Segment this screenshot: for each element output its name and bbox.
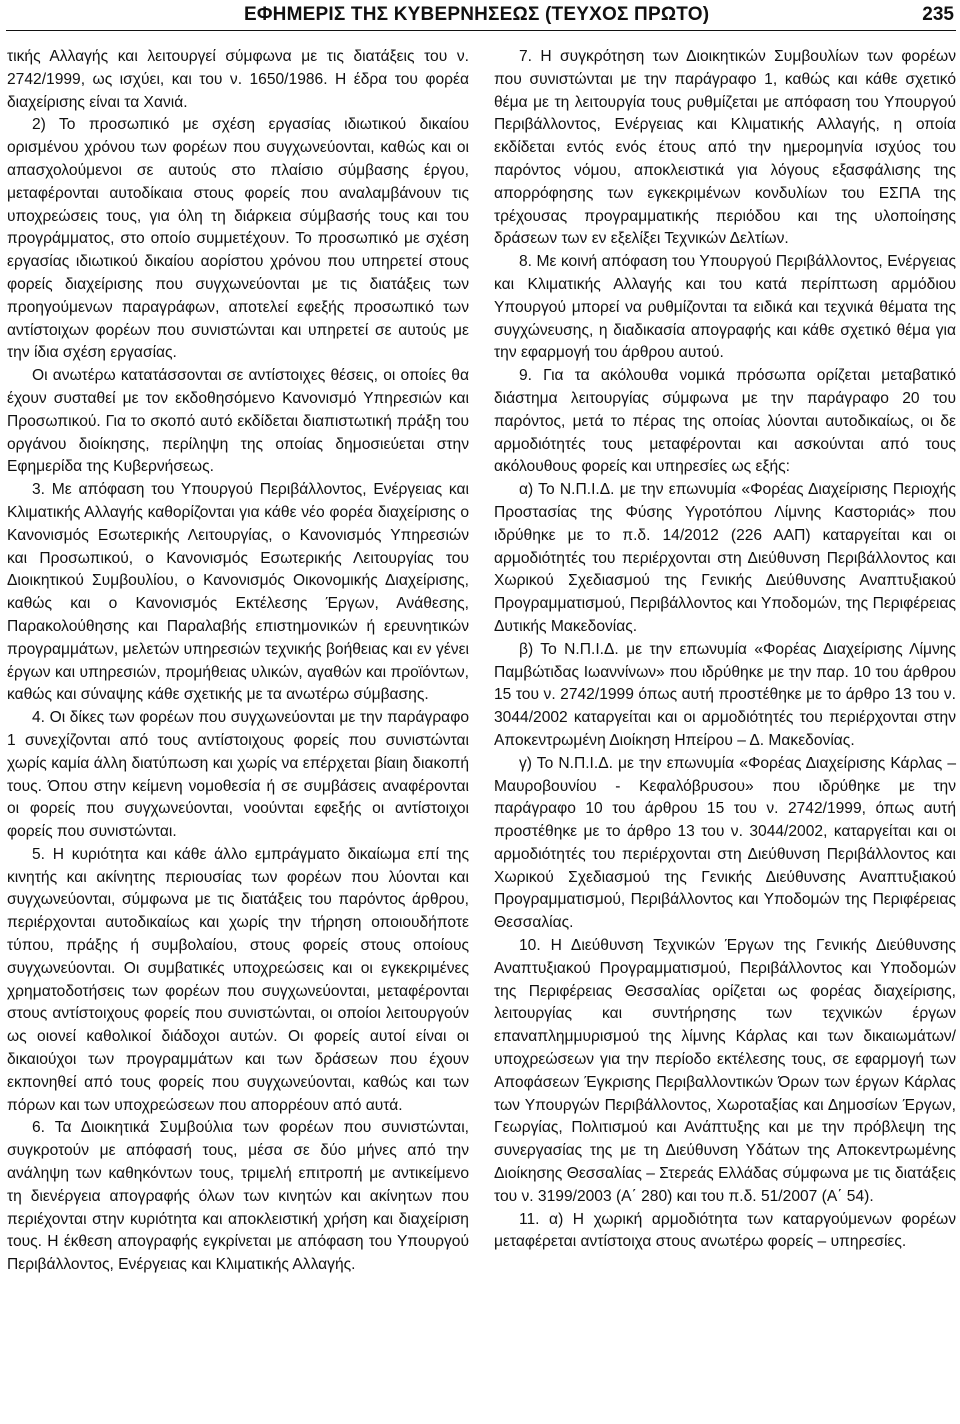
- publication-title: ΕΦΗΜΕΡΙΣ ΤΗΣ ΚΥΒΕΡΝΗΣΕΩΣ (ΤΕΥΧΟΣ ΠΡΩΤΟ): [244, 4, 710, 25]
- paragraph-9a: α) Το Ν.Π.Ι.Δ. με την επωνυμία «Φορέας Διαχείρισης Περιοχής Προστασίας της Φύσης Υγροτόπου Λίμνης Καστοριάς» που ιδρύθηκε με το π.δ. 14/2012 (226 ΑΑΠ) καταργείται και οι αρμοδιότητές του περιέρχονται στη Διεύθυνση Περιβάλλοντος και Χωρικού Σχεδιασμού της Γενικής Διεύθυνσης Αναπτυξιακού Προγραμματισμού, Περιβάλλοντος και Υποδομών, της Περιφέρειας Δυτικής Μακεδονίας.: [494, 481, 956, 635]
- paragraph-8: 8. Με κοινή απόφαση του Υπουργού Περιβάλλοντος, Ενέργειας και Κλιματικής Αλλαγής και του κατά περίπτωση αρμόδιου Υπουργού μπορεί να ρυθμίζονται τα ειδικά και τεχνικά θέματα της συγχώνευσης, η διαδικασία απογραφής και κάθε σχετικό θέμα για την εφαρμογή του άρθρου αυτού.: [494, 253, 956, 362]
- page-header: [0, 0, 960, 34]
- right-column: [494, 46, 956, 1254]
- paragraph-4: 4. Οι δίκες των φορέων που συγχωνεύονται με την παράγραφο 1 συνεχίζονται από τους αντίστοιχους φορείς που συνιστώνται χωρίς καμία άλλη διατύπωση και χωρίς να επέρχεται βίαιη διακοπή τους. Όπου στην κείμενη νομοθεσία ή σε συμβάσεις αναφέρονται οι φορείς που συγχωνεύονται, νοούνται εφεξής οι αντίστοιχοι φορείς που συνιστώνται.: [7, 709, 469, 841]
- paragraph-staff-classification: Οι ανωτέρω κατατάσσονται σε αντίστοιχες θέσεις, οι οποίες θα έχουν συσταθεί με τον εκδοθησόμενο Κανονισμό Υπηρεσιών και Προσωπικού. Για το σκοπό αυτό εκδίδεται διαπιστωτική πράξη του οργάνου διοίκησης, περίληψη της οποίας δημοσιεύεται στην Εφημερίδα της Κυβερνήσεως.: [7, 367, 469, 476]
- header-rule: [6, 30, 956, 31]
- left-column: [7, 46, 469, 1277]
- paragraph-7: 7. Η συγκρότηση των Διοικητικών Συμβουλίων των φορέων που συνιστώνται με την παράγραφο 1, καθώς και κάθε σχετικό θέμα με τη λειτουργία τους ρυθμίζεται με απόφαση του Υπουργού Περιβάλλοντος, Ενέργειας και Κλιματικής Αλλαγής, η οποία εκδίδεται εντός ενός έτους από την ημερομηνία ισχύος του παρόντος νόμου, αποκλειστικά για λόγους εξασφάλισης της απορρόφησης των εγκεκριμένων κονδυλίων του ΕΣΠΑ της τρέχουσας προγραμματικής περιόδου και της υλοποίησης δράσεων των εν εξελίξει Τεχνικών Δελτίων.: [494, 48, 956, 248]
- paragraph-10: 10. Η Διεύθυνση Τεχνικών Έργων της Γενικής Διεύθυνσης Αναπτυξιακού Προγραμματισμού, Περιβάλλοντος και Υποδομών της Περιφέρειας Θεσσαλίας ορίζεται ως φορέας διαχείρισης, λειτουργίας και συντήρησης των τεχνικών έργων επαναπλημμυρισμού της λίμνης Κάρλας και των δικαιωμάτων/υποχρεώσεων για την περίοδο εκτέλεσης τους, σε εφαρμογή των Αποφάσεων Έγκρισης Περιβαλλοντικών Όρων των έργων Κάρλας των Υπουργών Περιβάλλοντος, Χωροταξίας και Δημοσίων Έργων, Γεωργίας, Πολιτισμού και Ανάπτυξης και με την πρόβλεψη της συνεργασίας της με τη Διεύθυνση Υδάτων της Αποκεντρωμένης Διοίκησης Θεσσαλίας – Στερεάς Ελλάδας σύμφωνα με τις διατάξεις του ν. 3199/2003 (Α΄ 280) και του π.δ. 51/2007 (Α΄ 54).: [494, 937, 956, 1205]
- paragraph-11: 11. α) Η χωρική αρμοδιότητα των καταργούμενων φορέων μεταφέρεται αντίστοιχα στους ανωτέρω φορείς – υπηρεσίες.: [494, 1210, 956, 1251]
- paragraph-continued: τικής Αλλαγής και λειτουργεί σύμφωνα με τις διατάξεις του ν. 2742/1999, ως ισχύει, και του ν. 1650/1986. Η έδρα του φορέα διαχείρισης είναι τα Χανιά.: [7, 48, 469, 111]
- paragraph-9: 9. Για τα ακόλουθα νομικά πρόσωπα ορίζεται μεταβατικό διάστημα λειτουργίας σύμφωνα με την παράγραφο 20 του παρόντος, μετά το πέρας της οποίας λύονται αυτοδικαίως, οι δε αρμοδιότητές τους μεταφέρονται και ασκούνται από τους ακόλουθους φορείς και υπηρεσίες ως εξής:: [494, 367, 956, 476]
- paragraph-3: 3. Με απόφαση του Υπουργού Περιβάλλοντος, Ενέργειας και Κλιματικής Αλλαγής καθορίζονται για κάθε νέο φορέα διαχείρισης ο Κανονισμός Εσωτερικής Λειτουργίας, ο Κανονισμός Υπηρεσιών και Προσωπικού, ο Κανονισμός Εσωτερικής Λειτουργίας του Διοικητικού Συμβουλίου, ο Κανονισμός Οικονομικής Διαχείρισης, καθώς και ο Κανονισμός Εκτέλεσης Έργων, Ανάθεσης, Παρακολούθησης και Παραλαβής επιστημονικών ή ερευνητικών προγραμμάτων, μελετών υπηρεσιών τεχνικής βοήθειας και εν γένει έργων και υπηρεσιών, προμήθειας υλικών, αγαθών και προϊόντων, καθώς και σύναψης κάθε σχετικής με τα ανωτέρω σύμβασης.: [7, 481, 469, 704]
- page-number: 235: [922, 4, 954, 25]
- paragraph-5: 5. Η κυριότητα και κάθε άλλο εμπράγματο δικαίωμα επί της κινητής και ακίνητης περιουσίας των φορέων που λύονται και συγχωνεύονται, σύμφωνα με τις διατάξεις του παρόντος άρθρου, περιέρχονται αυτοδικαίως και χωρίς την τήρηση οποιουδήποτε τύπου, πράξης ή συμβολαίου, στους φορείς στους οποίους συγχωνεύονται. Οι συμβατικές υποχρεώσεις και οι εγκεκριμένες χρηματοδοτήσεις των φορέων που συγχωνεύονται, μεταφέρονται στους αντίστοιχους φορείς που συνιστώνται, οι οποίοι λειτουργούν ως οιονεί καθολικοί διάδοχοι αυτών. Οι φορείς αυτοί είναι οι δικαιούχοι των προγραμμάτων και των δράσεων που έχουν εκπονηθεί από τους φορείς που συγχωνεύονται, καθώς και των πόρων και των υποχρεώσεων που απορρέουν από αυτά.: [7, 845, 469, 1114]
- paragraph-9b: β) Το Ν.Π.Ι.Δ. με την επωνυμία «Φορέας Διαχείρισης Λίμνης Παμβώτιδας Ιωαννίνων» που ιδρύθηκε με την παρ. 10 του άρθρου 15 του ν. 2742/1999 όπως αυτή προστέθηκε με το άρθρο 13 του ν. 3044/2002 καταργείται και οι αρμοδιότητές του περιέρχονται στην Αποκεντρωμένη Διοίκηση Ηπείρου – Δ. Μακεδονίας.: [494, 640, 956, 749]
- paragraph-2: 2) Το προσωπικό με σχέση εργασίας ιδιωτικού δικαίου ορισμένου χρόνου των φορέων που συγχωνεύονται, καθώς και οι απασχολούμενοι σε αυτούς στο πλαίσιο σύμβασης έργου, μεταφέρονται αυτοδίκαια στους φορείς που αναλαμβάνουν τις υποχρεώσεις τους, για όλη τη διάρκεια σύμβασής τους και του προγράμματος, στο οποίο συμμετέχουν. Το προσωπικό με σχέση εργασίας ιδιωτικού δικαίου αορίστου χρόνου που υπηρετεί στους φορείς διαχείρισης που συγχωνεύονται με τις διατάξεις των προηγούμενων παραγράφων, αποτελεί εφεξής προσωπικό των αντίστοιχων φορέων που συνιστώνται και υπηρετεί σε αυτούς με την ίδια σχέση εργασίας.: [7, 116, 469, 362]
- paragraph-9c: γ) Το Ν.Π.Ι.Δ. με την επωνυμία «Φορέας Διαχείρισης Κάρλας – Μαυροβουνίου - Κεφαλόβρυσου» που ιδρύθηκε με την παράγραφο 10 του άρθρου 15 του ν. 2742/1999, όπως αυτή προστέθηκε με το άρθρο 13 του ν. 3044/2002, καταργείται και οι αρμοδιότητές του περιέρχονται στη Διεύθυνση Περιβάλλοντος και Χωρικού Σχεδιασμού της Γενικής Διεύθυνσης Αναπτυξιακού Προγραμματισμού, Περιβάλλοντος και Υποδομών της Περιφέρειας Θεσσαλίας.: [494, 754, 956, 932]
- paragraph-6: 6. Τα Διοικητικά Συμβούλια των φορέων που συνιστώνται, συγκροτούν με απόφασή τους, μέσα σε δύο μήνες από την ανάληψη των καθηκόντων τους, τριμελή επιτροπή με αντικείμενο τη διενέργεια απογραφής όλων των κινητών και ακίνητων που περιέχονται στην κυριότητα και αποκλειστική χρήση και διαχείριση τους. Η έκθεση απογραφής εγκρίνεται με απόφαση του Υπουργού Περιβάλλοντος, Ενέργειας και Κλιματικής Αλλαγής.: [7, 1119, 469, 1274]
